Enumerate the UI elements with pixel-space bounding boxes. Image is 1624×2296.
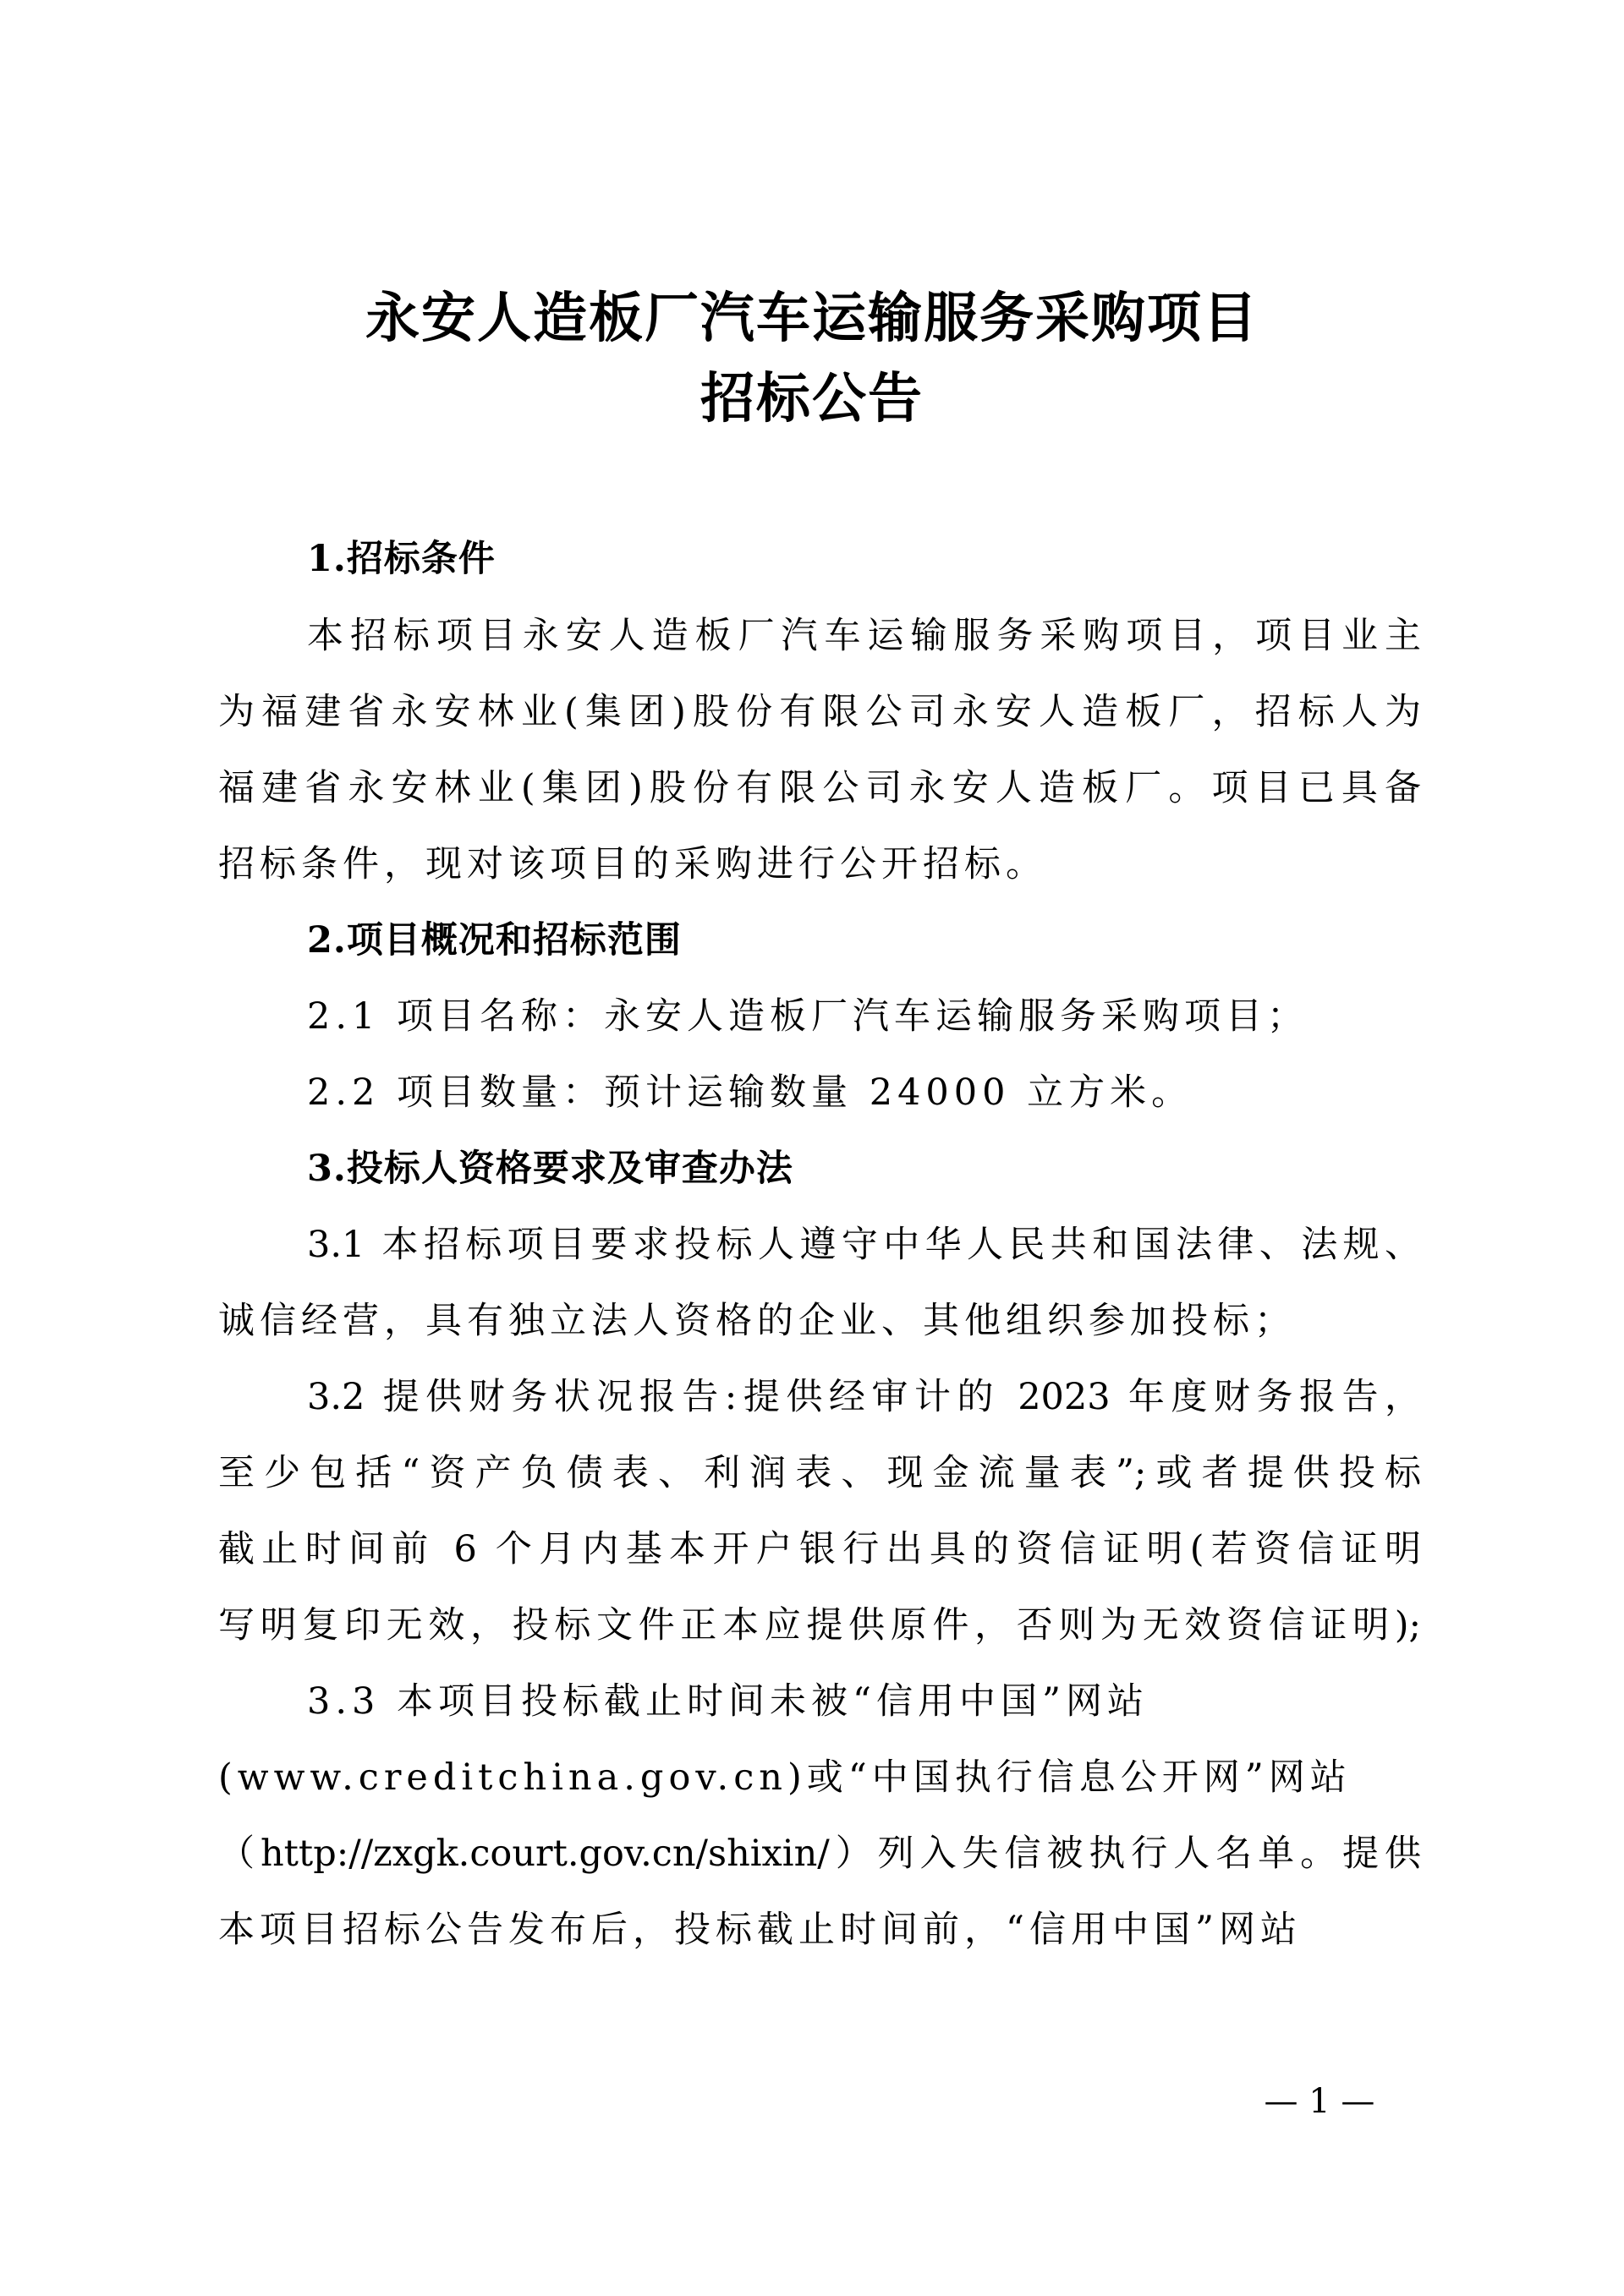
- document-title-line-1: 永安人造板厂汽车运输服务采购项目: [365, 287, 1259, 350]
- body-line: 福建省永安林业(集团)股份有限公司永安人造板厂。项目已具备: [218, 767, 1421, 809]
- body-line: 写明复印无效，投标文件正本应提供原件，否则为无效资信证明);: [218, 1604, 1421, 1647]
- body-line: 3.2 提供财务状况报告:提供经审计的 2023 年度财务报告，: [307, 1376, 1421, 1418]
- section-heading-2: 2.项目概况和招标范围: [307, 919, 682, 962]
- page-number: — 1 —: [1264, 2082, 1375, 2121]
- body-line: 2.1 项目名称：永安人造板厂汽车运输服务采购项目；: [307, 995, 1309, 1038]
- body-line: （http://zxgk.court.gov.cn/shixin/）列入失信被执行人名单。提供: [218, 1833, 1421, 1875]
- section-heading-1: 1.招标条件: [307, 538, 496, 580]
- body-line: 本项目招标公告发布后，投标截止时间前，“信用中国”网站: [218, 1909, 1302, 1951]
- body-line: 2.2 项目数量：预计运输数量 24000 立方米。: [307, 1071, 1193, 1114]
- body-line: 为福建省永安林业(集团)股份有限公司永安人造板厂，招标人为: [218, 691, 1421, 733]
- body-line: 本招标项目永安人造板厂汽车运输服务采购项目，项目业主: [307, 615, 1421, 657]
- body-line: 3.1 本招标项目要求投标人遵守中华人民共和国法律、法规、: [307, 1224, 1421, 1266]
- body-line: 3.3 本项目投标截止时间未被“信用中国”网站: [307, 1680, 1149, 1723]
- section-heading-3: 3.投标人资格要求及审查办法: [307, 1148, 793, 1190]
- body-line: (www.creditchina.gov.cn)或“中国执行信息公开网”网站: [218, 1756, 1352, 1799]
- body-line: 诚信经营，具有独立法人资格的企业、其他组织参加投标；: [218, 1300, 1296, 1342]
- body-line: 招标条件，现对该项目的采购进行公开招标。: [218, 843, 1047, 885]
- document-title-line-2: 招标公告: [700, 367, 924, 430]
- body-line: 截止时间前 6 个月内基本开户银行出具的资信证明(若资信证明: [218, 1528, 1421, 1570]
- body-line: 至少包括“资产负债表、利润表、现金流量表”;或者提供投标: [218, 1452, 1421, 1494]
